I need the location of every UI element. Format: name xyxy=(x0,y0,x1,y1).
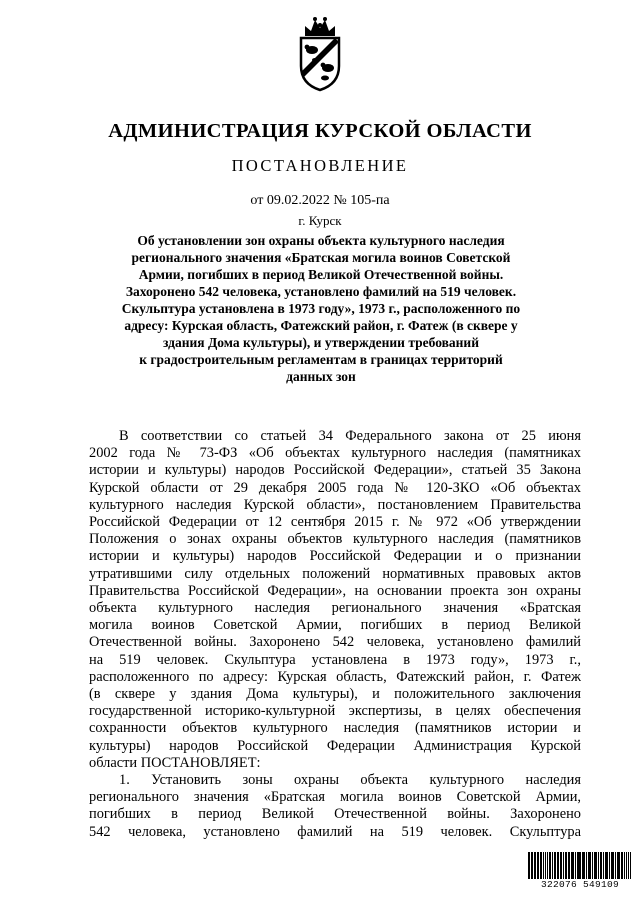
body-line: государственной историко-культурной экспертизы, в целях обеспечения xyxy=(89,703,581,720)
subject-line: Армии, погибших в период Великой Отечественной войны. xyxy=(138,267,504,282)
barcode-bar xyxy=(566,852,567,879)
organization-title: АДМИНИСТРАЦИЯ КУРСКОЙ ОБЛАСТИ xyxy=(108,120,532,142)
barcode-bar xyxy=(618,852,620,879)
document-body xyxy=(89,428,581,841)
barcode-bar xyxy=(582,852,583,879)
body-line: культурного наследия Курской области», постановлением Правительства xyxy=(89,496,581,513)
body-line: 2002 года № 73-ФЗ «Об объектах культурного наследия (памятниках xyxy=(89,445,581,462)
barcode-bar xyxy=(565,852,566,879)
body-line: истории и культуры) народов Российской Федерации и о признании xyxy=(89,548,581,565)
body-line: культуры) народов Российской Федерации Администрация Курской xyxy=(89,737,581,754)
number-prefix: № xyxy=(333,193,347,208)
barcode-bar xyxy=(586,852,587,879)
subject-line: здания Дома культуры), и утверждении требований xyxy=(162,335,479,350)
body-line: утратившими силу отдельных положений нормативных правовых актов xyxy=(89,565,581,582)
barcode-bar xyxy=(534,852,536,879)
barcode-bar xyxy=(575,852,576,879)
body-line: области ПОСТАНОВЛЯЕТ: xyxy=(89,754,261,771)
barcode-bar xyxy=(605,852,606,879)
body-line: регионального значения «Братская могила воинов Советской Армии, xyxy=(89,789,581,806)
barcode-bar xyxy=(540,852,542,879)
body-line: Курской области от 29 декабря 2005 года № 120-ЗКО «Об объектах xyxy=(89,479,581,496)
barcode-bar xyxy=(617,852,618,879)
barcode-bar xyxy=(606,852,608,879)
subject-line: Захоронено 542 человека, установлено фамилий на 519 человек. xyxy=(125,284,517,299)
barcode-bar xyxy=(595,852,597,879)
barcode-bar xyxy=(545,852,546,879)
subject-line: регионального значения «Братская могила воинов Советской xyxy=(131,250,511,265)
body-line: Положения о зонах охраны объектов культурного наследия (памятников xyxy=(89,531,581,548)
subject-line: к градостроительным регламентам в границах территорий xyxy=(139,352,503,367)
barcode-bar xyxy=(555,852,556,879)
document-number: 105-па xyxy=(350,193,390,208)
body-line: на 519 человек. Скульптура установлена в 1973 году», 1973 г., xyxy=(89,651,581,668)
barcode-bar xyxy=(577,852,578,879)
document-subject xyxy=(96,232,546,385)
subject-line: Скульптура установлена в 1973 году», 1973 г., расположенного по xyxy=(121,301,521,316)
body-line: расположенного по адресу: Курская область, Фатежский район, г. Фатеж xyxy=(89,668,581,685)
barcode-bar xyxy=(630,852,631,879)
barcode-bar xyxy=(557,852,559,879)
barcode-bar xyxy=(578,852,580,879)
barcode xyxy=(528,852,632,892)
subject-line: Об установлении зон охраны объекта культурного наследия xyxy=(137,233,505,248)
barcode-bar xyxy=(568,852,570,879)
body-line: 1. Установить зоны охраны объекта культурного наследия xyxy=(119,772,581,789)
barcode-bar xyxy=(624,852,625,879)
document-type: ПОСТАНОВЛЕНИЕ xyxy=(231,156,409,175)
barcode-bar xyxy=(600,852,602,879)
barcode-number: 322076 549109 xyxy=(540,879,619,890)
body-line: Российской Федерации от 12 сентября 2015 г. № 972 «Об утверждении xyxy=(89,514,581,531)
barcode-bar xyxy=(598,852,599,879)
barcode-bar xyxy=(549,852,551,879)
subject-line: данных зон xyxy=(286,369,356,384)
barcode-bar xyxy=(628,852,630,879)
document-date: 09.02.2022 xyxy=(266,193,330,208)
body-line: сохранности объектов культурного наследия (памятников истории и xyxy=(89,720,581,737)
barcode-bar xyxy=(612,852,614,879)
body-line: истории и культуры) народов Российской Федерации», статьей 35 Закона xyxy=(89,462,581,479)
barcode-bar xyxy=(594,852,595,879)
date-prefix: от xyxy=(250,193,264,208)
subject-line: адресу: Курская область, Фатежский район, г. Фатеж (в сквере у xyxy=(124,318,518,333)
barcode-bar xyxy=(572,852,574,879)
date-number-line xyxy=(0,193,640,209)
barcode-bar xyxy=(609,852,610,879)
barcode-bar xyxy=(588,852,589,879)
body-line: (в сквере у здания Дома культуры), и положительного заключения xyxy=(89,686,581,703)
barcode-bar xyxy=(532,852,533,879)
body-line: объекта культурного наследия регионального значения «Братская xyxy=(89,600,581,617)
barcode-bar xyxy=(531,852,532,879)
barcode-bar xyxy=(563,852,564,879)
barcode-bar xyxy=(611,852,612,879)
barcode-bar xyxy=(554,852,555,879)
barcode-bar xyxy=(603,852,604,879)
body-line: могила воинов Советской Армии, погибших в период Великой xyxy=(89,617,581,634)
body-line: В соответствии со статьей 34 Федерального закона от 25 июня xyxy=(119,428,581,444)
barcode-bars xyxy=(528,852,632,879)
body-line: 542 человека, установлено фамилий на 519 человек. Скульптура xyxy=(89,823,581,840)
barcode-bar xyxy=(538,852,539,879)
barcode-bar xyxy=(621,852,623,879)
barcode-bar xyxy=(589,852,591,879)
barcode-bar xyxy=(583,852,585,879)
barcode-bar xyxy=(615,852,616,879)
barcode-bar xyxy=(592,852,593,879)
barcode-bar xyxy=(571,852,572,879)
barcode-bar xyxy=(626,852,627,879)
barcode-bar xyxy=(528,852,530,879)
body-line: Правительства Российской Федерации», на основании проекта зон охраны xyxy=(89,582,581,599)
place-of-issue: г. Курск xyxy=(298,213,342,228)
barcode-bar xyxy=(537,852,538,879)
barcode-bar xyxy=(547,852,549,879)
barcode-bar xyxy=(552,852,553,879)
kursk-coat-of-arms-icon xyxy=(295,16,345,92)
body-line: Отечественной войны. Захоронено 542 человека, установлено фамилий xyxy=(89,634,581,651)
barcode-bar xyxy=(543,852,544,879)
barcode-bar xyxy=(560,852,562,879)
body-line: погибших в период Великой Отечественной войны. Захоронено xyxy=(89,806,581,823)
